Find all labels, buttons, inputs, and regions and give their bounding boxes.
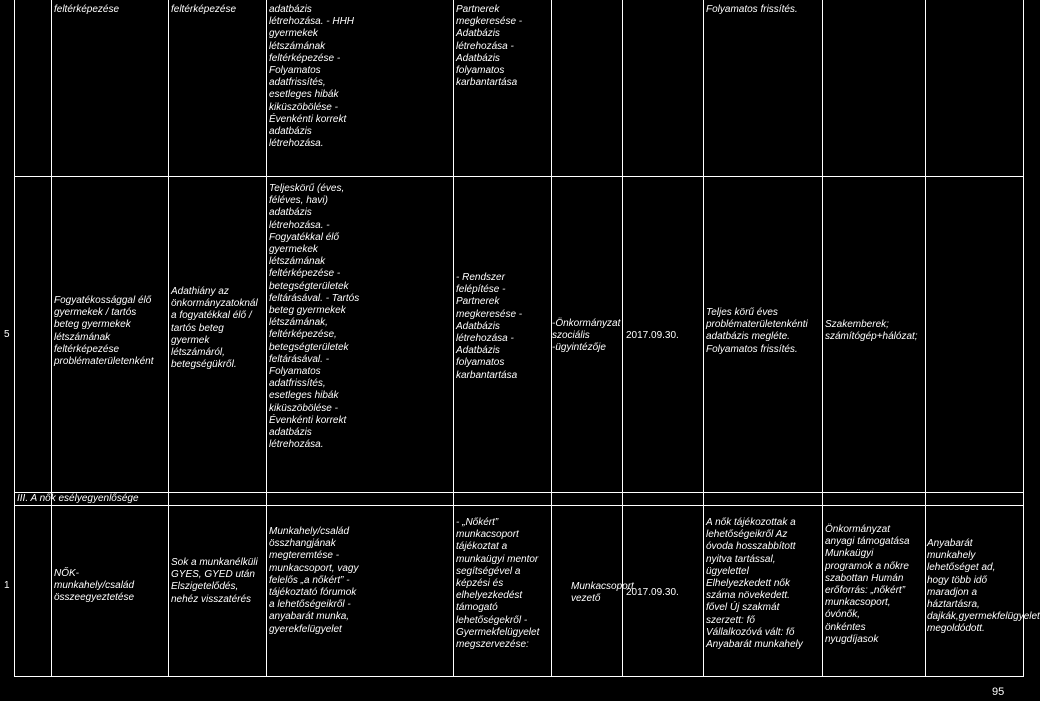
grid-line [703, 0, 704, 676]
row1b-col-a: NŐK- munkahely/család összeegyeztetése [54, 568, 135, 604]
row5-col-d: Teljeskörű (éves, féléves, havi) adatbázis létrehozása. - Fogyatékkal élő gyermekek létszámának feltérképezése - betegségterületek feltárásával. - Tartós beteg gyermekek létszámának, feltérképezése, betegségterületek feltárásával. - Folyamatos adatfrissítés, esetleges hibák kiküszöbölése - Évenkénti korrekt adatbázis létrehozása. [269, 183, 360, 451]
grid-line [925, 0, 926, 676]
row1b-number: 1 [4, 580, 10, 591]
grid-line [14, 176, 1024, 177]
row1b-col-f: Munkacsoport vezető [571, 581, 634, 605]
row1b-col-d: Munkahely/család összhangjának megteremtése - munkacsoport, vagy felelős „a nőkért” - tájékoztató fórumok a lehetőségeikről - anyabarát munka, gyerekfelügyelet [269, 526, 359, 635]
row1b-col-b: Sok a munkanélküli GYES, GYED után Elszigetelődés, nehéz visszatérés [171, 557, 258, 605]
row1b-col-i: Önkormányzat anyagi támogatása Munkaügyi programok a nőkre szabottan Humán erőforrás: „nőkért” munkacsoport, óvónők, önkéntes nyugdíjasok [825, 524, 910, 645]
row5-col-e: - Rendszer felépítése - Partnerek megkeresése - Adatbázis létrehozása - Adatbázis folyamatos karbantartása [456, 272, 523, 381]
grid-line [622, 0, 623, 676]
grid-line [51, 0, 52, 676]
row1-col-d: adatbázis létrehozása. - HHH gyermekek létszámának feltérképezése - Folyamatos adatfrissítés, esetleges hibák kiküszöbölése - Évenkénti korrekt adatbázis létrehozása. [269, 4, 355, 150]
row1-col-e: Partnerek megkeresése - Adatbázis létrehozása - Adatbázis folyamatos karbantartása [456, 4, 523, 89]
grid-line [822, 0, 823, 676]
grid-line [14, 0, 15, 676]
row1b-col-h: A nők tájékozottak a lehetőségeikről Az óvoda hosszabbított nyitva tartással, ügyelettel Elhelyezkedett nők száma növekedett. fővel Új szakmát szerzett: fő Vállalkozóvá vált: fő Anyabarát munkahely [706, 517, 803, 651]
row5-col-b: Adathiány az önkormányzatoknál a fogyatékkal élő / tartós beteg gyermek létszámáról, betegségükről. [171, 286, 258, 371]
row5-number: 5 [4, 329, 10, 340]
row5-col-i: Szakemberek; számítógép+hálózat; [825, 319, 918, 343]
grid-line [14, 676, 1024, 677]
grid-line [266, 0, 267, 676]
page-number: 95 [992, 686, 1005, 698]
row5-col-h: Teljes körű éves problématerületenkénti adatbázis megléte. Folyamatos frissítés. [706, 307, 808, 355]
grid-line [168, 0, 169, 676]
section-title: III. A nők esélyegyenlősége [17, 493, 139, 504]
grid-line [14, 505, 1024, 506]
grid-line [14, 492, 1024, 493]
row5-date: 2017.09.30. [626, 330, 679, 341]
row1-col-h: Folyamatos frissítés. [706, 4, 798, 15]
row5-col-f: -Önkormányzat szociális -ügyintézője [552, 318, 621, 354]
row5-col-a: Fogyatékossággal élő gyermekek / tartós beteg gyermekek létszámának feltérképezése problématerületenként [54, 295, 154, 368]
row1b-date: 2017.09.30. [626, 587, 679, 598]
row1-col-a: feltérképezése [54, 4, 120, 15]
row1-col-b: feltérképezése [171, 4, 237, 15]
row1b-col-j: Anyabarát munkahely lehetőséget ad, hogy több idő maradjon a háztartásra, dajkák,gyermekfelügyelet megoldódott. [927, 538, 1040, 635]
row1b-col-e: - „Nőkért” munkacsoport tájékoztat a munkaügyi mentor segítségével a képzési és elhelyezkedést támogató lehetőségekről - Gyermekfelügyelet megszervezése: [456, 517, 540, 651]
grid-line [453, 0, 454, 676]
